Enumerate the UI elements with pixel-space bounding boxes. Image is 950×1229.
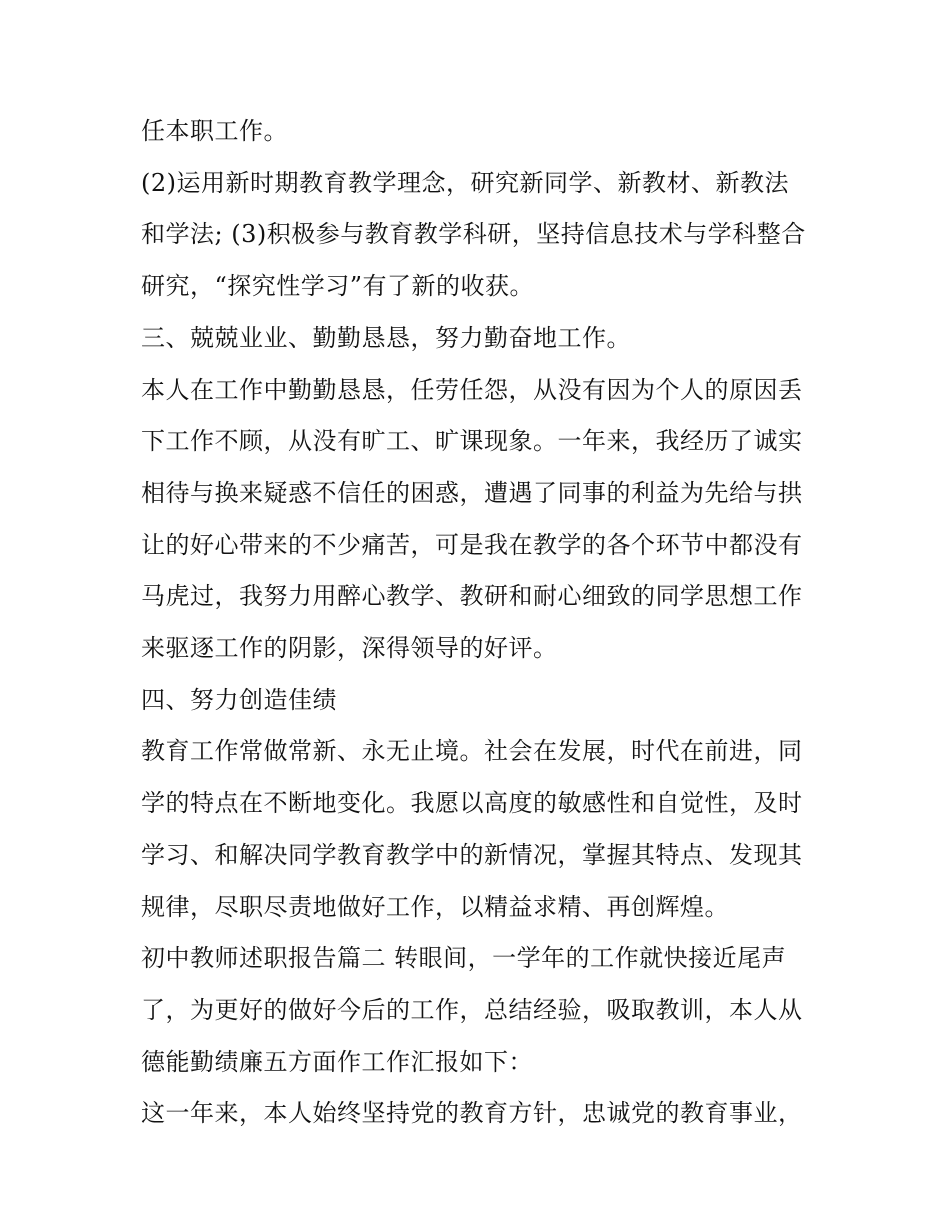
text-line: 德能勤绩廉五方面作工作汇报如下： — [141, 1047, 533, 1076]
text-line: 初中教师述职报告篇二 转眼间，一学年的工作就快接近尾声 — [141, 944, 787, 973]
text-line: 本人在工作中勤勤恳恳，任劳任怨，从没有因为个人的原因丢 — [141, 375, 803, 404]
text-line: 任本职工作。 — [141, 117, 288, 145]
text-line: 相待与换来疑惑不信任的困惑，遭遇了同事的利益为先给与拱 — [141, 478, 803, 507]
text-line: 学习、和解决同学教育教学中的新情况，掌握其特点、发现其 — [141, 840, 803, 869]
text-line: 了，为更好的做好今后的工作，总结经验，吸取教训，本人从 — [141, 995, 803, 1024]
text-line: 来驱逐工作的阴影，深得领导的好评。 — [141, 634, 558, 663]
text-line: 规律，尽职尽责地做好工作，以精益求精、再创辉煌。 — [141, 892, 729, 921]
document-body — [141, 106, 821, 1140]
text-line: 和学法; (3)积极参与教育教学科研，坚持信息技术与学科整合 — [141, 220, 806, 249]
section-heading: 三、兢兢业业、勤勤恳恳，努力勤奋地工作。 — [141, 323, 631, 352]
text-line: 研究，“探究性学习”有了新的收获。 — [141, 272, 535, 301]
text-line: 这一年来，本人始终坚持党的教育方针，忠诚党的教育事业， — [141, 1099, 803, 1128]
section-heading: 四、努力创造佳绩 — [141, 685, 337, 714]
text-line: 学的特点在不断地变化。我愿以高度的敏感性和自觉性，及时 — [141, 789, 803, 818]
text-line: 下工作不顾，从没有旷工、旷课现象。一年来，我经历了诚实 — [141, 427, 803, 456]
text-line: 让的好心带来的不少痛苦，可是我在教学的各个环节中都没有 — [141, 530, 803, 559]
text-line: (2)运用新时期教育教学理念，研究新同学、新教材、新教法 — [141, 168, 789, 197]
text-line: 教育工作常做常新、永无止境。社会在发展，时代在前进，同 — [141, 737, 803, 766]
text-line: 马虎过，我努力用醉心教学、教研和耐心细致的同学思想工作 — [141, 582, 803, 611]
